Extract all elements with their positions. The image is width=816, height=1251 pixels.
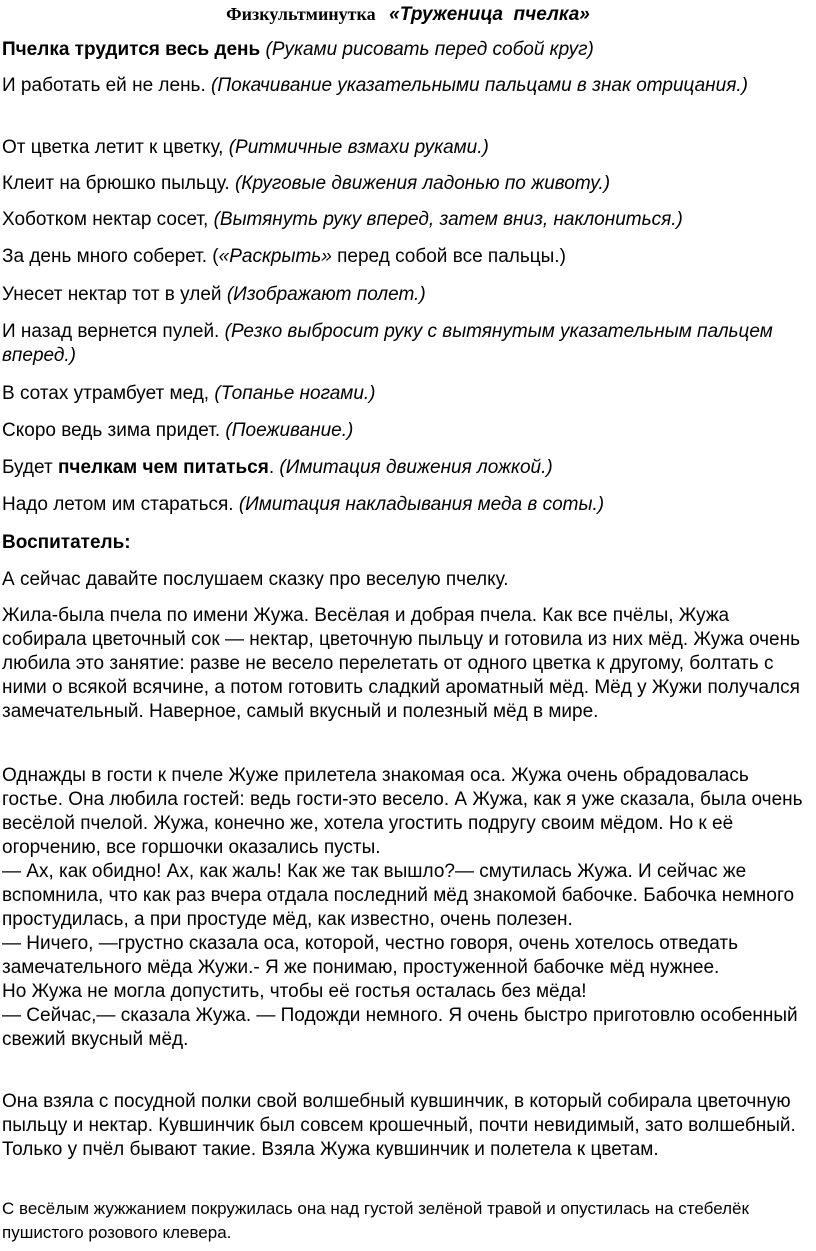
poem-action: (Руками рисовать перед собой круг) (265, 39, 594, 60)
poem-line-10 (2, 419, 814, 443)
story-paragraph-2 (2, 764, 814, 1052)
poem-action: (Вытянуть руку вперед, затем вниз, наклониться.) (213, 209, 683, 230)
poem-action: (Имитация движения ложкой.) (279, 457, 553, 478)
poem-action: (Резко выбросит руку с вытянутым указательным пальцем вперед.) (2, 321, 773, 366)
story-line: Однажды в гости к пчеле Жуже прилетела знакомая оса. Жужа очень обрадовалась гостье. Она любила гостей: ведь гости-это весело. А Жужа, как я уже сказала, была очень весёлой пчелой. Жужа, конечно же, хотела угостить подругу своим мёдом. Но к её огорчению, все горшочки оказались пусты. (2, 765, 803, 858)
poem-line-8 (2, 320, 814, 368)
poem-action: (Ритмичные взмахи руками.) (228, 137, 489, 158)
poem-text: Унесет нектар тот в улей (2, 284, 222, 305)
poem-text-after: . (268, 457, 275, 478)
story-paragraph-4: С весёлым жужжанием покружилась она над густой зелёной травой и опустилась на стебелёк пушистого розового клевера. (2, 1199, 749, 1242)
poem-text: Хоботком нектар сосет, (2, 209, 209, 230)
poem-action: (Топанье ногами.) (214, 383, 376, 404)
story-paragraph-1: Жила-была пчела по имени Жужа. Весёлая и добрая пчела. Как все пчёлы, Жужа собирала цветочный сок — нектар, цветочную пыльцу и готовила из них мёд. Жужа очень любила это занятие: разве не весело перелетать от одного цветка к другому, болтать с ними о всякой всячине, а потом готовить сладкий ароматный мёд. Мёд у Жужи получался замечательный. Наверное, самый вкусный и полезный мёд в мире. (2, 605, 800, 722)
poem-action: (Поеживание.) (225, 420, 354, 441)
story-line: Но Жужа не могла допустить, чтобы её гостья осталась без мёда! (2, 981, 587, 1002)
poem-line-3 (2, 136, 814, 160)
poem-line-2 (2, 74, 814, 98)
poem-line-9 (2, 382, 814, 406)
poem-text-before: Будет (2, 457, 58, 478)
poem-action: (Покачивание указательными пальцами в знак отрицания.) (211, 75, 748, 96)
poem-line-6 (2, 245, 814, 269)
story-intro: А сейчас давайте послушаем сказку про веселую пчелку. (2, 569, 509, 590)
page-title (0, 4, 816, 25)
story-paragraph-3: Она взяла с посудной полки свой волшебный кувшинчик, в который собирала цветочную пыльцу и нектар. Кувшинчик был совсем крошечный, почти невидимый, зато волшебный. Только у пчёл бывают такие. Взяла Жужа кувшинчик и полетела к цветам. (2, 1091, 796, 1160)
poem-line-11 (2, 456, 814, 480)
poem-text: Клеит на брюшко пыльцу. (2, 173, 230, 194)
poem-line-4 (2, 172, 814, 196)
story-line: — Ах, как обидно! Ах, как жаль! Как же так вышло?— смутилась Жужа. И сейчас же вспомнила, что как раз вчера отдала последний мёд знакомой бабочке. Бабочка немного простудилась, а при простуде мёд, как известно, очень полезен. (2, 861, 795, 930)
poem-action: (Имитация накладывания меда в соты.) (238, 494, 605, 515)
poem-text: И работать ей не лень. (2, 75, 206, 96)
poem-action: (Круговые движения ладонью по животу.) (234, 173, 611, 194)
poem-line-5 (2, 208, 814, 232)
speaker-label: Воспитатель: (2, 532, 131, 553)
title-main: Физкультминутка (226, 4, 376, 24)
title-subtitle: «Труженица пчелка» (389, 4, 590, 25)
poem-text: В сотах утрамбует мед, (2, 383, 210, 404)
poem-line-1 (2, 38, 814, 62)
poem-text-before: За день много соберет. ( (2, 246, 219, 267)
poem-line-7 (2, 283, 814, 307)
poem-text: Скоро ведь зима придет. (2, 420, 221, 441)
poem-text: От цветка летит к цветку, (2, 137, 224, 158)
poem-text: И назад вернется пулей. (2, 321, 220, 342)
poem-text: Пчелка трудится весь день (2, 39, 261, 60)
poem-text-after: перед собой все пальцы.) (331, 246, 566, 267)
poem-line-12 (2, 493, 814, 517)
poem-text: Надо летом им стараться. (2, 494, 234, 515)
story-line: — Сейчас,— сказала Жужа. — Подожди немного. Я очень быстро приготовлю особенный свежий вкусный мёд. (2, 1005, 798, 1050)
poem-action: (Изображают полет.) (226, 284, 426, 305)
poem-action: «Раскрыть» (218, 246, 332, 267)
poem-bold: пчелкам чем питаться (57, 457, 269, 478)
story-line: — Ничего, —грустно сказала оса, которой, честно говоря, очень хотелось отведать замечательного мёда Жужи.- Я же понимаю, простуженной бабочке мёд нужнее. (2, 933, 738, 978)
